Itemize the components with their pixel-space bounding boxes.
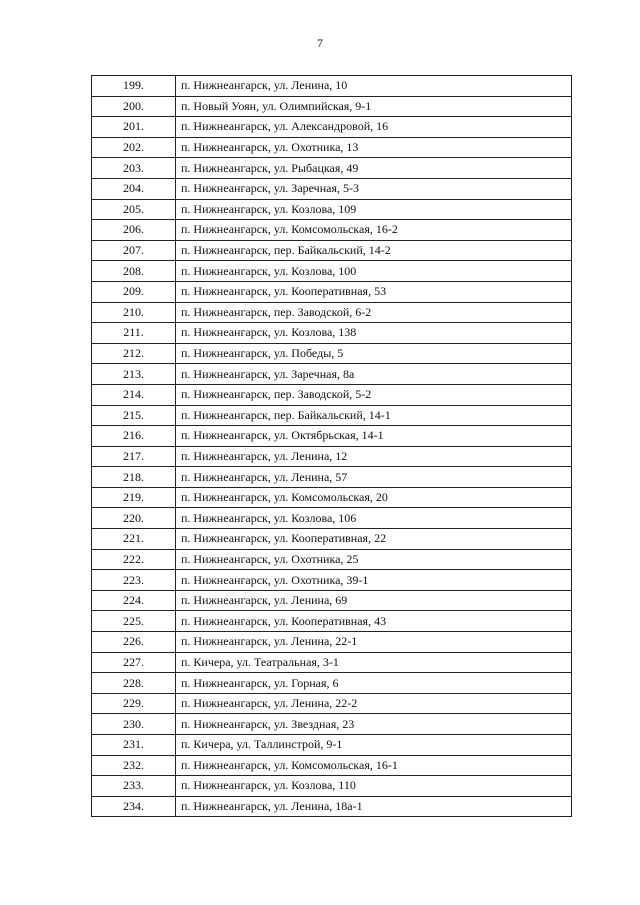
address-cell: п. Нижнеангарск, пер. Байкальский, 14-1 — [176, 405, 572, 426]
table-row — [92, 652, 572, 673]
table-row — [92, 281, 572, 302]
address-cell: п. Нижнеангарск, ул. Кооперативная, 53 — [176, 281, 572, 302]
table-row — [92, 240, 572, 261]
table-row — [92, 590, 572, 611]
row-number-cell: 230. — [92, 714, 176, 735]
address-table-body — [92, 76, 572, 817]
row-number-cell: 228. — [92, 673, 176, 694]
address-cell: п. Нижнеангарск, ул. Ленина, 57 — [176, 467, 572, 488]
row-number-cell: 222. — [92, 549, 176, 570]
address-cell: п. Нижнеангарск, ул. Ленина, 22-2 — [176, 693, 572, 714]
row-number-cell: 214. — [92, 384, 176, 405]
table-row — [92, 158, 572, 179]
row-number-cell: 210. — [92, 302, 176, 323]
table-row — [92, 117, 572, 138]
row-number-cell: 213. — [92, 364, 176, 385]
address-cell: п. Нижнеангарск, ул. Рыбацкая, 49 — [176, 158, 572, 179]
table-row — [92, 529, 572, 550]
row-number-cell: 201. — [92, 117, 176, 138]
table-row — [92, 487, 572, 508]
row-number-cell: 220. — [92, 508, 176, 529]
address-cell: п. Нижнеангарск, ул. Заречная, 8а — [176, 364, 572, 385]
page-number: 7 — [317, 36, 323, 50]
table-row — [92, 611, 572, 632]
address-cell: п. Нижнеангарск, ул. Кооперативная, 22 — [176, 529, 572, 550]
address-cell: п. Нижнеангарск, ул. Козлова, 109 — [176, 199, 572, 220]
row-number-cell: 205. — [92, 199, 176, 220]
address-cell: п. Новый Уоян, ул. Олимпийская, 9-1 — [176, 96, 572, 117]
table-row — [92, 199, 572, 220]
table-row — [92, 735, 572, 756]
row-number-cell: 216. — [92, 426, 176, 447]
row-number-cell: 231. — [92, 735, 176, 756]
table-row — [92, 96, 572, 117]
address-cell: п. Нижнеангарск, ул. Охотника, 39-1 — [176, 570, 572, 591]
address-cell: п. Нижнеангарск, ул. Ленина, 69 — [176, 590, 572, 611]
address-cell: п. Нижнеангарск, ул. Козлова, 100 — [176, 261, 572, 282]
table-row — [92, 364, 572, 385]
row-number-cell: 215. — [92, 405, 176, 426]
address-cell: п. Нижнеангарск, пер. Заводской, 6-2 — [176, 302, 572, 323]
address-cell: п. Нижнеангарск, ул. Комсомольская, 16-2 — [176, 220, 572, 241]
address-cell: п. Нижнеангарск, ул. Козлова, 138 — [176, 323, 572, 344]
table-row — [92, 323, 572, 344]
address-cell: п. Нижнеангарск, ул. Октябрьская, 14-1 — [176, 426, 572, 447]
row-number-cell: 225. — [92, 611, 176, 632]
address-cell: п. Нижнеангарск, ул. Ленина, 10 — [176, 76, 572, 97]
address-table — [91, 75, 572, 817]
row-number-cell: 221. — [92, 529, 176, 550]
table-row — [92, 549, 572, 570]
row-number-cell: 200. — [92, 96, 176, 117]
table-row — [92, 467, 572, 488]
table-row — [92, 508, 572, 529]
table-row — [92, 137, 572, 158]
table-row — [92, 693, 572, 714]
address-cell: п. Нижнеангарск, ул. Кооперативная, 43 — [176, 611, 572, 632]
table-row — [92, 405, 572, 426]
row-number-cell: 203. — [92, 158, 176, 179]
row-number-cell: 224. — [92, 590, 176, 611]
address-cell: п. Нижнеангарск, ул. Заречная, 5-3 — [176, 178, 572, 199]
address-cell: п. Нижнеангарск, ул. Охотника, 13 — [176, 137, 572, 158]
address-cell: п. Нижнеангарск, ул. Ленина, 18а-1 — [176, 796, 572, 817]
table-row — [92, 384, 572, 405]
address-cell: п. Нижнеангарск, ул. Александровой, 16 — [176, 117, 572, 138]
address-cell: п. Нижнеангарск, пер. Байкальский, 14-2 — [176, 240, 572, 261]
address-cell: п. Нижнеангарск, ул. Ленина, 12 — [176, 446, 572, 467]
table-row — [92, 714, 572, 735]
table-row — [92, 446, 572, 467]
table-row — [92, 673, 572, 694]
table-row — [92, 796, 572, 817]
address-cell: п. Нижнеангарск, ул. Победы, 5 — [176, 343, 572, 364]
row-number-cell: 204. — [92, 178, 176, 199]
address-cell: п. Нижнеангарск, ул. Козлова, 106 — [176, 508, 572, 529]
row-number-cell: 199. — [92, 76, 176, 97]
address-cell: п. Кичера, ул. Театральная, 3-1 — [176, 652, 572, 673]
table-row — [92, 570, 572, 591]
row-number-cell: 209. — [92, 281, 176, 302]
row-number-cell: 232. — [92, 755, 176, 776]
address-cell: п. Нижнеангарск, ул. Комсомольская, 20 — [176, 487, 572, 508]
row-number-cell: 212. — [92, 343, 176, 364]
table-row — [92, 755, 572, 776]
table-row — [92, 302, 572, 323]
row-number-cell: 223. — [92, 570, 176, 591]
table-row — [92, 76, 572, 97]
table-row — [92, 220, 572, 241]
row-number-cell: 229. — [92, 693, 176, 714]
table-row — [92, 261, 572, 282]
address-cell: п. Нижнеангарск, ул. Горная, 6 — [176, 673, 572, 694]
address-cell: п. Нижнеангарск, ул. Козлова, 110 — [176, 776, 572, 797]
row-number-cell: 218. — [92, 467, 176, 488]
row-number-cell: 234. — [92, 796, 176, 817]
table-row — [92, 632, 572, 653]
row-number-cell: 226. — [92, 632, 176, 653]
address-cell: п. Нижнеангарск, ул. Ленина, 22-1 — [176, 632, 572, 653]
row-number-cell: 211. — [92, 323, 176, 344]
row-number-cell: 217. — [92, 446, 176, 467]
table-row — [92, 343, 572, 364]
address-cell: п. Нижнеангарск, ул. Охотника, 25 — [176, 549, 572, 570]
address-cell: п. Нижнеангарск, ул. Комсомольская, 16-1 — [176, 755, 572, 776]
address-cell: п. Нижнеангарск, пер. Заводской, 5-2 — [176, 384, 572, 405]
row-number-cell: 208. — [92, 261, 176, 282]
row-number-cell: 227. — [92, 652, 176, 673]
row-number-cell: 206. — [92, 220, 176, 241]
row-number-cell: 219. — [92, 487, 176, 508]
row-number-cell: 207. — [92, 240, 176, 261]
address-cell: п. Кичера, ул. Таллинстрой, 9-1 — [176, 735, 572, 756]
address-cell: п. Нижнеангарск, ул. Звездная, 23 — [176, 714, 572, 735]
row-number-cell: 233. — [92, 776, 176, 797]
table-row — [92, 426, 572, 447]
table-row — [92, 776, 572, 797]
row-number-cell: 202. — [92, 137, 176, 158]
table-row — [92, 178, 572, 199]
